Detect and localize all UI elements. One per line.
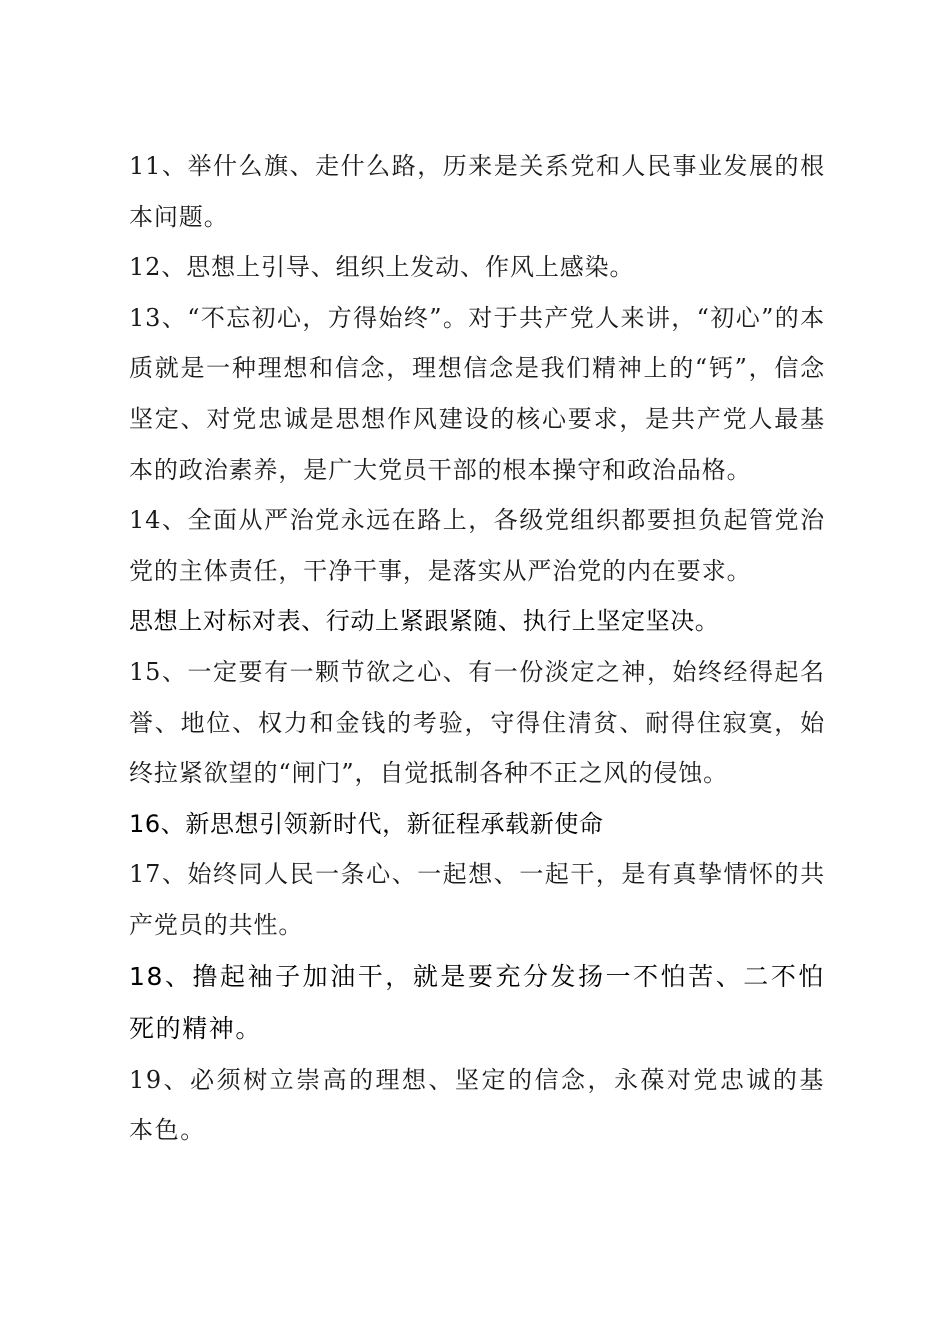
paragraph-12: 12、思想上引导、组织上发动、作风上感染。 <box>129 253 635 282</box>
document-body <box>129 141 825 1156</box>
paragraph-15: 15、一定要有一颗节欲之心、有一份淡定之神，始终经得起名誉、地位、权力和金钱的考验，守得住清贫、耐得住寂寞，始终拉紧欲望的“闸门”，自觉抵制各种不正之风的侵蚀。 <box>129 657 825 788</box>
paragraph-17: 17、始终同人民一条心、一起想、一起干，是有真挚情怀的共产党员的共性。 <box>129 860 825 939</box>
paragraph-18: 18、撸起袖子加油干，就是要充分发扬一不怕苦、二不怕死的精神。 <box>129 961 825 1043</box>
paragraph-13: 13、“不忘初心，方得始终”。对于共产党人来讲，“初心”的本质就是一种理想和信念，理想信念是我们精神上的“钙”，信念坚定、对党忠诚是思想作风建设的核心要求，是共产党人最基本的政治素养，是广大党员干部的根本操守和政治品格。 <box>129 303 825 484</box>
paragraph-11: 11、举什么旗、走什么路，历来是关系党和人民事业发展的根本问题。 <box>129 152 825 231</box>
paragraph-16: 16、新思想引领新时代，新征程承载新使命 <box>129 809 604 838</box>
paragraph-14-slogan: 思想上对标对表、行动上紧跟紧随、执行上坚定坚决。 <box>129 607 720 636</box>
paragraph-14: 14、全面从严治党永远在路上，各级党组织都要担负起管党治党的主体责任，干净干事，是落实从严治党的内在要求。 <box>129 506 825 585</box>
paragraph-19: 19、必须树立崇高的理想、坚定的信念，永葆对党忠诚的基本色。 <box>129 1065 825 1145</box>
